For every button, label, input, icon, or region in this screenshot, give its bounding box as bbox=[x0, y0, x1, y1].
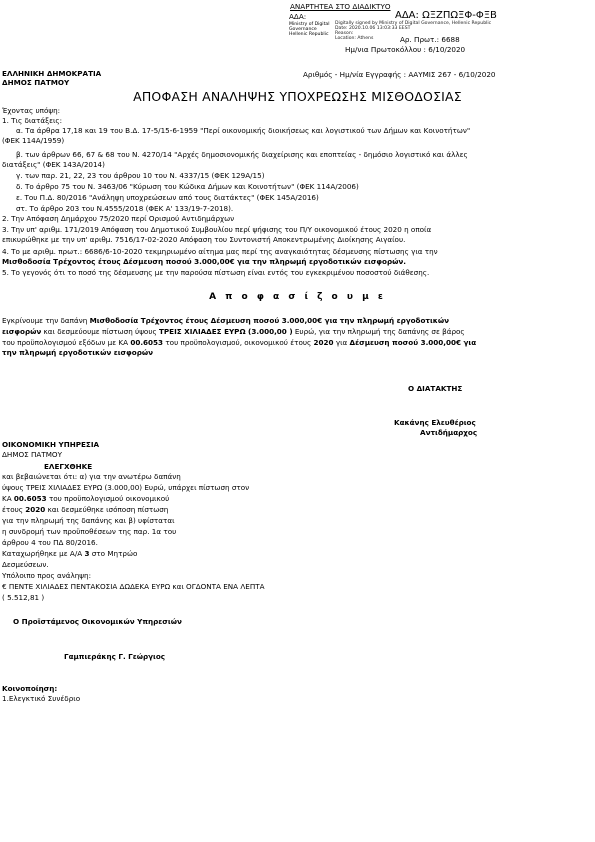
protocol-number: Αρ. Πρωτ.: 6688 bbox=[400, 35, 460, 44]
digital-signature-block: Ministry of Digital Governance Hellenic Republic bbox=[289, 22, 330, 38]
finance-line-8: Καταχωρήθηκε με Α/Α 3 στο Μητρώο bbox=[2, 549, 138, 558]
finance-line-1: και βεβαιώνεται ότι: α) για την ανωτέρω δαπάνη bbox=[2, 472, 181, 481]
signer-title: Αντιδήμαρχος bbox=[420, 428, 478, 437]
consideration-1b: β. των άρθρων 66, 67 & 68 του Ν. 4270/14 "Αρχές δημοσιονομικής διαχείρισης και εποπτείας - δημόσιο λογιστικό και άλλες bbox=[16, 150, 468, 159]
consideration-3-cont: επικυρώθηκε με την υπ' αριθμ. 7516/17-02-2020 Απόφαση του Συντονιστή Αποκεντρωμένης Διοίκησης Αιγαίου. bbox=[2, 235, 406, 244]
consideration-3: 3. Την υπ' αριθμ. 171/2019 Απόφαση του Δημοτικού Συμβουλίου περί ψήφισης του Π/Υ οικονομικού έτους 2020 η οποία bbox=[2, 225, 432, 234]
posted-notice: ΑΝΑΡΤΗΤΕΑ ΣΤΟ ΔΙΑΔΙΚΤΥΟ bbox=[290, 2, 391, 11]
consideration-1a: α. Τα άρθρα 17,18 και 19 του Β.Δ. 17-5/15-6-1959 "Περί οικονομικής διοικήσεως και λογιστικού των Δήμων και Κοινοτήτων" bbox=[16, 126, 471, 135]
ada-label: ΑΔΑ: bbox=[289, 12, 307, 21]
ada-value: ΑΔΑ: ΩΞΖΠΩΞΦ-ΦΞΒ bbox=[395, 10, 497, 21]
consideration-1d: δ. Το άρθρο 75 του Ν. 3463/06 "Κύρωση του Κώδικα Δήμων και Κοινοτήτων" (ΦΕΚ 114Α/2006) bbox=[16, 182, 359, 191]
finance-municipality: ΔΗΜΟΣ ΠΑΤΜΟΥ bbox=[2, 450, 62, 459]
remaining-label: Υπόλοιπο προς ανάληψη: bbox=[2, 571, 92, 580]
signer-role: Ο ΔΙΑΤΑΚΤΗΣ bbox=[408, 384, 463, 393]
signature-fine-print: Digitally signed by Ministry of Digital Governance, Hellenic Republic Date: 2020.10.06 13:03:33 EEST Reason: Location: Athens bbox=[335, 21, 492, 42]
decision-heading: Α π ο φ α σ ί ζ ο υ μ ε bbox=[209, 292, 386, 302]
consideration-1c: γ. των παρ. 21, 22, 23 του άρθρου 10 του Ν. 4337/15 (ΦΕΚ 129Α/15) bbox=[16, 171, 265, 180]
consideration-1b-cont: διατάξεις" (ΦΕΚ 143Α/2014) bbox=[2, 160, 105, 169]
consideration-5: 5. Το γεγονός ότι το ποσό της δέσμευσης με την παρούσα πίστωση είναι εντός του εγκεκριμένου ποσοστού διάθεσης. bbox=[2, 268, 430, 277]
signer-name: Κακάνης Ελευθέριος bbox=[394, 418, 476, 427]
decision-text-line-1: Εγκρίνουμε την δαπάνη Μισθοδοσία Τρέχοντος έτους Δέσμευση ποσού 3.000,00€ για την πληρωμή εργοδοτικών bbox=[2, 316, 450, 325]
finance-head-name: Γαμπιεράκης Γ. Γεώργιος bbox=[64, 652, 166, 661]
finance-line-5: για την πληρωμή της δαπάνης και β) υφίσταται bbox=[2, 516, 175, 525]
decision-text-line-4: την πληρωμή εργοδοτικών εισφορών bbox=[2, 348, 153, 357]
consideration-4-cont: Μισθοδοσία Τρέχοντος έτους Δέσμευση ποσού 3.000,00€ για την πληρωμή εργοδοτικών εισφορών. bbox=[2, 257, 406, 266]
consideration-1e: ε. Του Π.Δ. 80/2016 "Ανάληψη υποχρεώσεων από τους διατάκτες" (ΦΕΚ 145Α/2016) bbox=[16, 193, 319, 202]
consideration-1st: στ. Το άρθρο 203 του Ν.4555/2018 (ΦΕΚ Α' 133/19-7-2018). bbox=[16, 204, 234, 213]
finance-line-7: άρθρου 4 του ΠΔ 80/2016. bbox=[2, 538, 98, 547]
issuer-municipality: ΔΗΜΟΣ ΠΑΤΜΟΥ bbox=[2, 78, 70, 87]
finance-head-role: Ο Προϊστάμενος Οικονομικών Υπηρεσιών bbox=[13, 617, 182, 626]
consideration-4: 4. Το με αριθμ. πρωτ.: 6686/6-10-2020 τεκμηριωμένο αίτημα μας περί της αναγκαιότητας δέσμευσης πίστωσης για την bbox=[2, 247, 438, 256]
remaining-amount-words: € ΠΕΝΤΕ ΧΙΛΙΑΔΕΣ ΠΕΝΤΑΚΟΣΙΑ ΔΩΔΕΚΑ ΕΥΡΩ και ΟΓΔΟΝΤΑ ΕΝΑ ΛΕΠΤΑ bbox=[2, 582, 265, 591]
checked-label: ΕΛΕΓΧΘΗΚΕ bbox=[44, 462, 93, 471]
consideration-2: 2. Την Απόφαση Δημάρχου 75/2020 περί Ορισμού Αντιδημάρχων bbox=[2, 214, 235, 223]
finance-line-2: ύψους ΤΡΕΙΣ ΧΙΛΙΑΔΕΣ ΕΥΡΩ (3.000,00) Ευρώ, υπάρχει πίστωση στον bbox=[2, 483, 250, 492]
consideration-1a-cont: (ΦΕΚ 114Α/1959) bbox=[2, 136, 65, 145]
finance-line-9: Δεσμεύσεων. bbox=[2, 560, 49, 569]
cc-item: 1.Ελεγκτικό Συνέδριο bbox=[2, 694, 81, 703]
decision-text-line-2: εισφορών και δεσμεύουμε πίστωση ύψους ΤΡΕΙΣ ΧΙΛΙΑΔΕΣ ΕΥΡΩ (3.000,00 ) Ευρώ, για την πληρωμή της δαπάνης σε βάρος bbox=[2, 327, 465, 336]
considerations-intro: Έχοντας υπόψη: bbox=[2, 106, 61, 115]
remaining-amount-number: ( 5.512,81 ) bbox=[2, 593, 45, 602]
document-title: ΑΠΟΦΑΣΗ ΑΝΑΛΗΨΗΣ ΥΠΟΧΡΕΩΣΗΣ ΜΙΣΘΟΔΟΣΙΑΣ bbox=[133, 89, 462, 104]
consideration-1: 1. Τις διατάξεις: bbox=[2, 116, 63, 125]
finance-line-4: έτους 2020 και δεσμεύθηκε ισόποση πίστωση bbox=[2, 505, 169, 514]
cc-label: Κοινοποίηση: bbox=[2, 684, 58, 693]
issuer-country: ΕΛΛΗΝΙΚΗ ΔΗΜΟΚΡΑΤΙΑ bbox=[2, 69, 102, 78]
finance-line-3: ΚΑ 00.6053 του προϋπολογισμού οικονομικού bbox=[2, 494, 170, 503]
finance-service: ΟΙΚΟΝΟΜΙΚΗ ΥΠΗΡΕΣΙΑ bbox=[2, 440, 100, 449]
protocol-date: Ημ/νια Πρωτοκόλλου : 6/10/2020 bbox=[345, 45, 466, 54]
registry-number: Αριθμός - Ημ/νία Εγγραφής : ΑΑΥΜΙΣ 267 - 6/10/2020 bbox=[303, 70, 496, 79]
finance-line-6: η συνδρομή των προϋποθέσεων της παρ. 1α του bbox=[2, 527, 177, 536]
decision-text-line-3: του προϋπολογισμού εξόδων με ΚΑ 00.6053 του προϋπολογισμού, οικονομικού έτους 2020 για Δέσμευση ποσού 3.000,00€ για bbox=[2, 338, 477, 347]
